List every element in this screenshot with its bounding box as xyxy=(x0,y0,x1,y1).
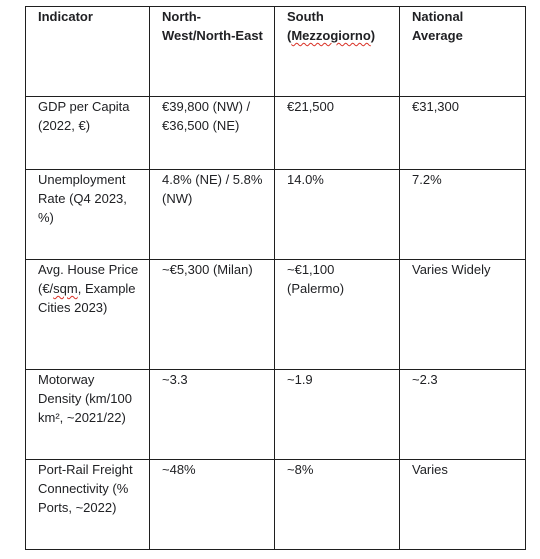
cell-south: €21,500 xyxy=(275,97,400,170)
cell-north: €39,800 (NW) / €36,500 (NE) xyxy=(150,97,275,170)
table-row xyxy=(26,97,526,170)
cell-north: ~€5,300 (Milan) xyxy=(150,260,275,370)
header-south xyxy=(275,7,400,97)
cell-national: Varies Widely xyxy=(400,260,526,370)
cell-national: 7.2% xyxy=(400,170,526,260)
cell-south: ~€1,100 (Palermo) xyxy=(275,260,400,370)
cell-north: 4.8% (NE) / 5.8% (NW) xyxy=(150,170,275,260)
cell-indicator: Motorway Density (km/100 km², ~2021/22) xyxy=(26,370,150,460)
indicator-suffix: , Example Cities 2023) xyxy=(38,281,136,315)
table-row xyxy=(26,260,526,370)
header-national: National Average xyxy=(400,7,526,97)
cell-south: 14.0% xyxy=(275,170,400,260)
header-indicator: Indicator xyxy=(26,7,150,97)
cell-south: ~1.9 xyxy=(275,370,400,460)
cell-indicator xyxy=(26,260,150,370)
table-row xyxy=(26,460,526,550)
table-row xyxy=(26,370,526,460)
cell-national: €31,300 xyxy=(400,97,526,170)
cell-north: ~48% xyxy=(150,460,275,550)
cell-national: ~2.3 xyxy=(400,370,526,460)
cell-indicator: Unemployment Rate (Q4 2023, %) xyxy=(26,170,150,260)
table-row xyxy=(26,170,526,260)
cell-north: ~3.3 xyxy=(150,370,275,460)
comparison-table xyxy=(25,6,526,550)
cell-indicator: GDP per Capita (2022, €) xyxy=(26,97,150,170)
header-south-prefix: South ( xyxy=(287,9,324,43)
table-header-row xyxy=(26,7,526,97)
header-south-suffix: ) xyxy=(370,28,376,43)
header-north: North-West/North-East xyxy=(150,7,275,97)
header-south-word: Mezzogiorno xyxy=(291,28,371,43)
indicator-prefix: Avg. House Price (€/ xyxy=(38,262,139,296)
cell-national: Varies xyxy=(400,460,526,550)
indicator-word: sqm xyxy=(53,281,78,296)
cell-south: ~8% xyxy=(275,460,400,550)
cell-indicator: Port-Rail Freight Connectivity (% Ports, ~2022) xyxy=(26,460,150,550)
